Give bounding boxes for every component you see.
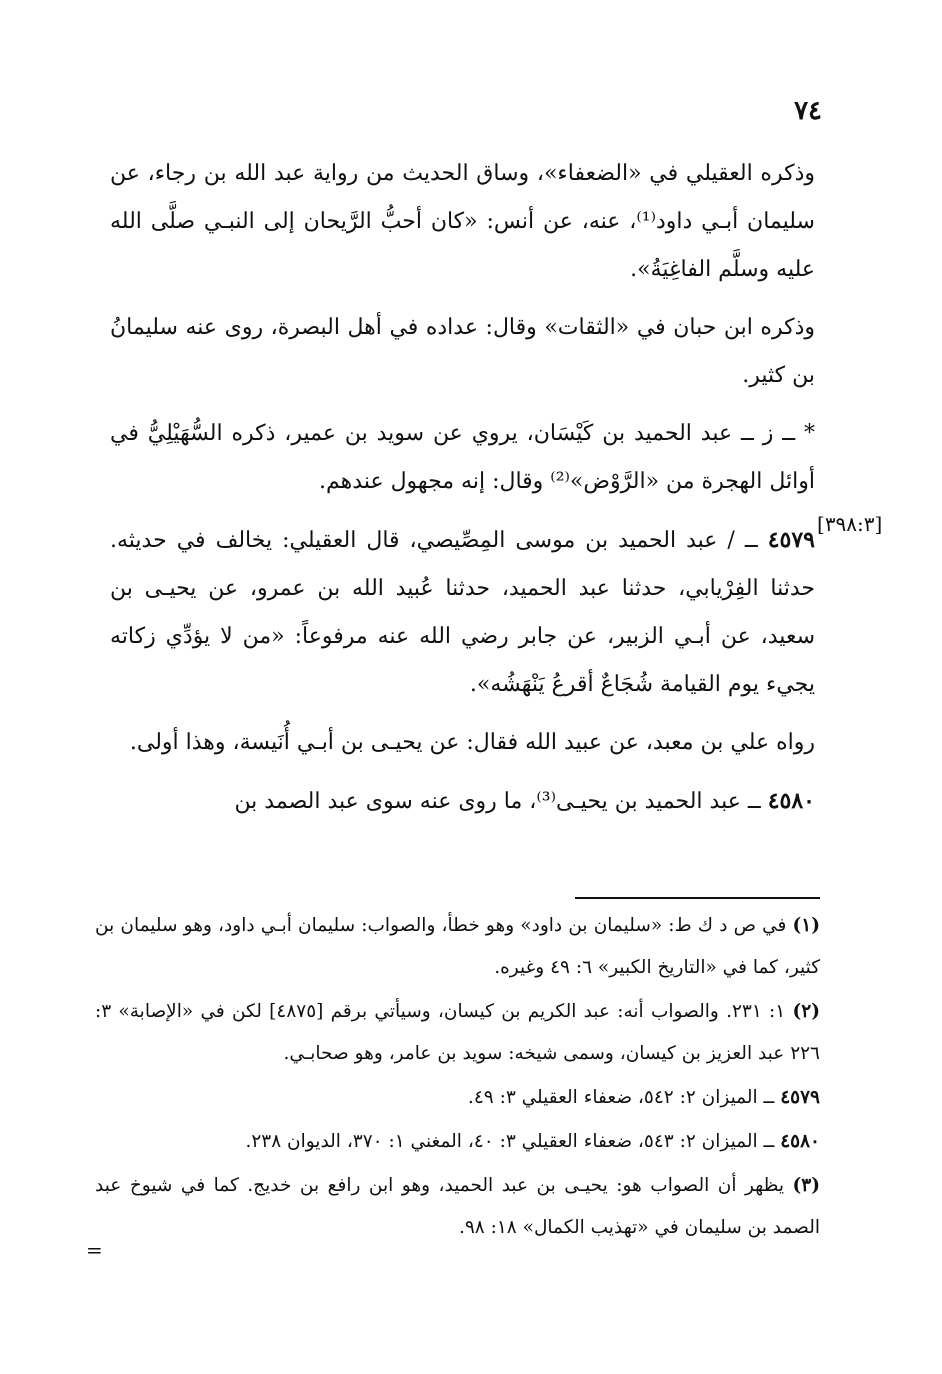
footnote bbox=[95, 1121, 820, 1163]
entry-4580 bbox=[110, 777, 815, 826]
footnote-text: ــ الميزان ٢: ٥٤٢، ضعفاء العقيلي ٣: ٤٩. bbox=[467, 1087, 775, 1108]
footnote-key: (٣) bbox=[792, 1175, 820, 1196]
footnote bbox=[95, 991, 820, 1075]
footnote-text: ١: ٢٣١. والصواب أنه: عبد الكريم بن كيسان، وسيأتي برقم [٤٨٧٥] لكن في «الإصابة» ٣: ٢٢٦ عبد العزيز بن كيسان، وسمى شيخه: سويد بن عامر، وهو صحابـي. bbox=[95, 1001, 820, 1064]
footnote bbox=[95, 1165, 820, 1249]
footnote-text: في ص د ك ط: «سليمان بن داود» وهو خطأ، والصواب: سليمان أبـي داود، وهو سليمان بن كثير، كما في «التاريخ الكبير» ٦: ٤٩ وغيره. bbox=[95, 915, 820, 978]
footnotes bbox=[95, 905, 820, 1251]
footnote bbox=[95, 905, 820, 989]
entry-number: ٤٥٨٠ bbox=[767, 788, 815, 814]
footnote-key: ٤٥٨٠ bbox=[780, 1131, 820, 1152]
main-text bbox=[110, 150, 815, 836]
footnote-key: ٤٥٧٩ bbox=[780, 1087, 820, 1108]
paragraph-abdulhamid-kaysan: * ــ ز ــ عبد الحميد بن كَيْسَان، يروي عن سويد بن عمير، ذكره السُّهَيْلِيُّ في أوائل الهجرة من «الرَّوْض»⁽²⁾ وقال: إنه مجهول عندهم. bbox=[110, 421, 815, 494]
paragraph-aqili-dhuafa: وذكره العقيلي في «الضعفاء»، وساق الحديث من رواية عبد الله بن رجاء، عن سليمان أبـي داود⁽¹⁾، عنه، عن أنس: «كان أحبُّ الرَّيحان إلى النبـي صلَّى الله عليه وسلَّم الفاغِيَةُ». bbox=[110, 161, 815, 282]
entry-number: ٤٥٧٩ bbox=[767, 527, 815, 553]
entry-4579 bbox=[110, 516, 815, 709]
page-number: ٧٤ bbox=[794, 96, 822, 126]
footnote bbox=[95, 1077, 820, 1119]
footnote-key: (١) bbox=[792, 915, 820, 936]
paragraph-ibn-hibban: وذكره ابن حبان في «الثقات» وقال: عداده في أهل البصرة، روى عنه سليمانُ بن كثير. bbox=[110, 315, 815, 388]
entry-text: ــ عبد الحميد بن يحيـى⁽³⁾، ما روى عنه سوى عبد الصمد بن bbox=[234, 789, 761, 814]
footnote-divider bbox=[575, 897, 820, 899]
continuation-mark: = bbox=[86, 1238, 103, 1262]
entry-text: ــ / عبد الحميد بن موسى المِصِّيصي، قال العقيلي: يخالف في حديثه. حدثنا الفِرْيابي، حدثنا عبد الحميد، حدثنا عُبيد الله بن عمرو، عن يحيـى بن سعيد، عن أبـي الزبير، عن جابر رضي الله عنه مرفوعاً: «من لا يؤدِّي زكاته يجيء يوم القيامة شُجَاعٌ أقرعُ يَنْهَشُه». bbox=[110, 528, 815, 697]
footnote-text: يظهر أن الصواب هو: يحيـى بن عبد الحميد، وهو ابن رافع بن خديج. كما في شيوخ عبد الصمد بن سليمان في «تهذيب الكمال» ١٨: ٩٨. bbox=[95, 1175, 820, 1238]
footnote-key: (٢) bbox=[792, 1001, 820, 1022]
margin-volume-reference: [٣٩٨:٣] bbox=[817, 512, 883, 536]
footnote-text: ــ الميزان ٢: ٥٤٣، ضعفاء العقيلي ٣: ٤٠، المغني ١: ٣٧٠، الديوان ٢٣٨. bbox=[245, 1131, 775, 1152]
paragraph-ali-ibn-mabad: رواه علي بن معبد، عن عبيد الله فقال: عن يحيـى بن أبـي أُنَيسة، وهذا أولى. bbox=[129, 730, 815, 755]
